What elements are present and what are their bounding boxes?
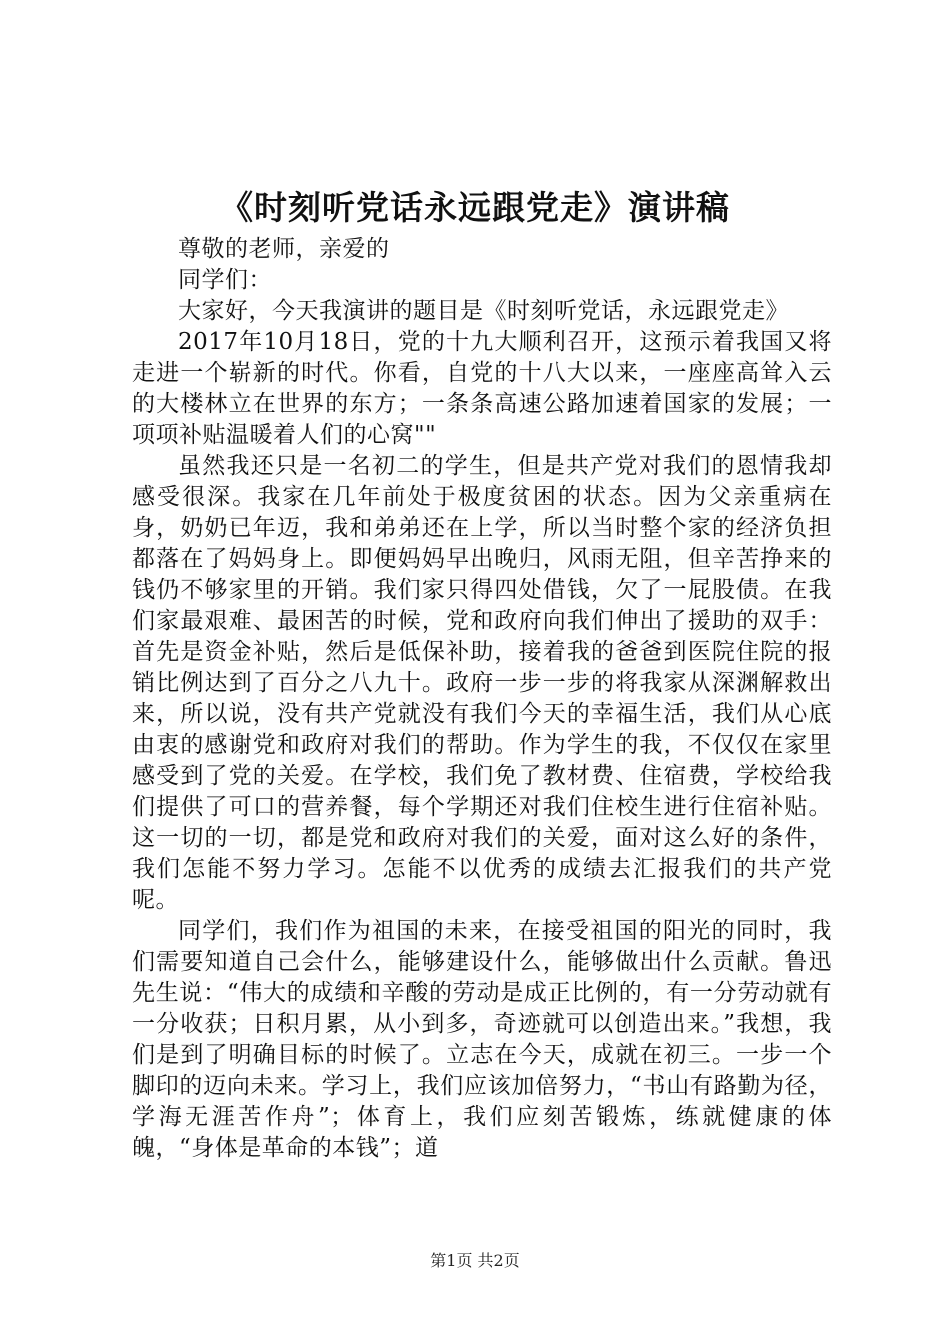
document-body [132,234,832,1164]
greeting-line: 同学们： [178,267,272,293]
greeting-line: 尊敬的老师，亲爱的 [178,236,390,262]
document-title: 《时刻听党话永远跟党走》演讲稿 [220,188,730,227]
body-paragraph: 同学们，我们作为祖国的未来，在接受祖国的阳光的同时，我们需要知道自己会什么，能够建设什么，能够做出什么贡献。鲁迅先生说：“伟大的成绩和辛酸的劳动是成正比例的，有一分劳动就有一分收获；日积月累，从小到多，奇迹就可以创造出来。”我想，我们是到了明确目标的时候了。立志在今天，成就在初三。一步一个脚印的迈向未来。学习上，我们应该加倍努力，“书山有路勤为径，学海无涯苦作舟”；体育上，我们应刻苦锻炼，练就健康的体魄，“身体是革命的本钱”；道 [132,918,832,1161]
body-paragraph: 大家好，今天我演讲的题目是《时刻听党话，永远跟党走》 [178,298,789,324]
body-paragraph: 2017年10月18日，党的十九大顺利召开，这预示着我国又将走进一个崭新的时代。你看，自党的十八大以来，一座座高耸入云的大楼林立在世界的东方；一条条高速公路加速着国家的发展；一项项补贴温暖着人们的心窝"" [132,329,832,448]
page-footer: 第1页 共2页 [430,1251,520,1270]
body-paragraph: 虽然我还只是一名初二的学生，但是共产党对我们的恩情我却感受很深。我家在几年前处于极度贫困的状态。因为父亲重病在身，奶奶已年迈，我和弟弟还在上学，所以当时整个家的经济负担都落在了妈妈身上。即便妈妈早出晚归，风雨无阻，但辛苦挣来的钱仍不够家里的开销。我们家只得四处借钱，欠了一屁股债。在我们家最艰难、最困苦的时候，党和政府向我们伸出了援助的双手：首先是资金补贴，然后是低保补助，接着我的爸爸到医院住院的报销比例达到了百分之八九十。政府一步一步的将我家从深渊解救出来，所以说，没有共产党就没有我们今天的幸福生活，我们从心底由衷的感谢党和政府对我们的帮助。作为学生的我，不仅仅在家里感受到了党的关爱。在学校，我们免了教材费、住宿费，学校给我们提供了可口的营养餐，每个学期还对我们住校生进行住宿补贴。这一切的一切，都是党和政府对我们的关爱，面对这么好的条件，我们怎能不努力学习。怎能不以优秀的成绩去汇报我们的共产党呢。 [132,453,832,913]
